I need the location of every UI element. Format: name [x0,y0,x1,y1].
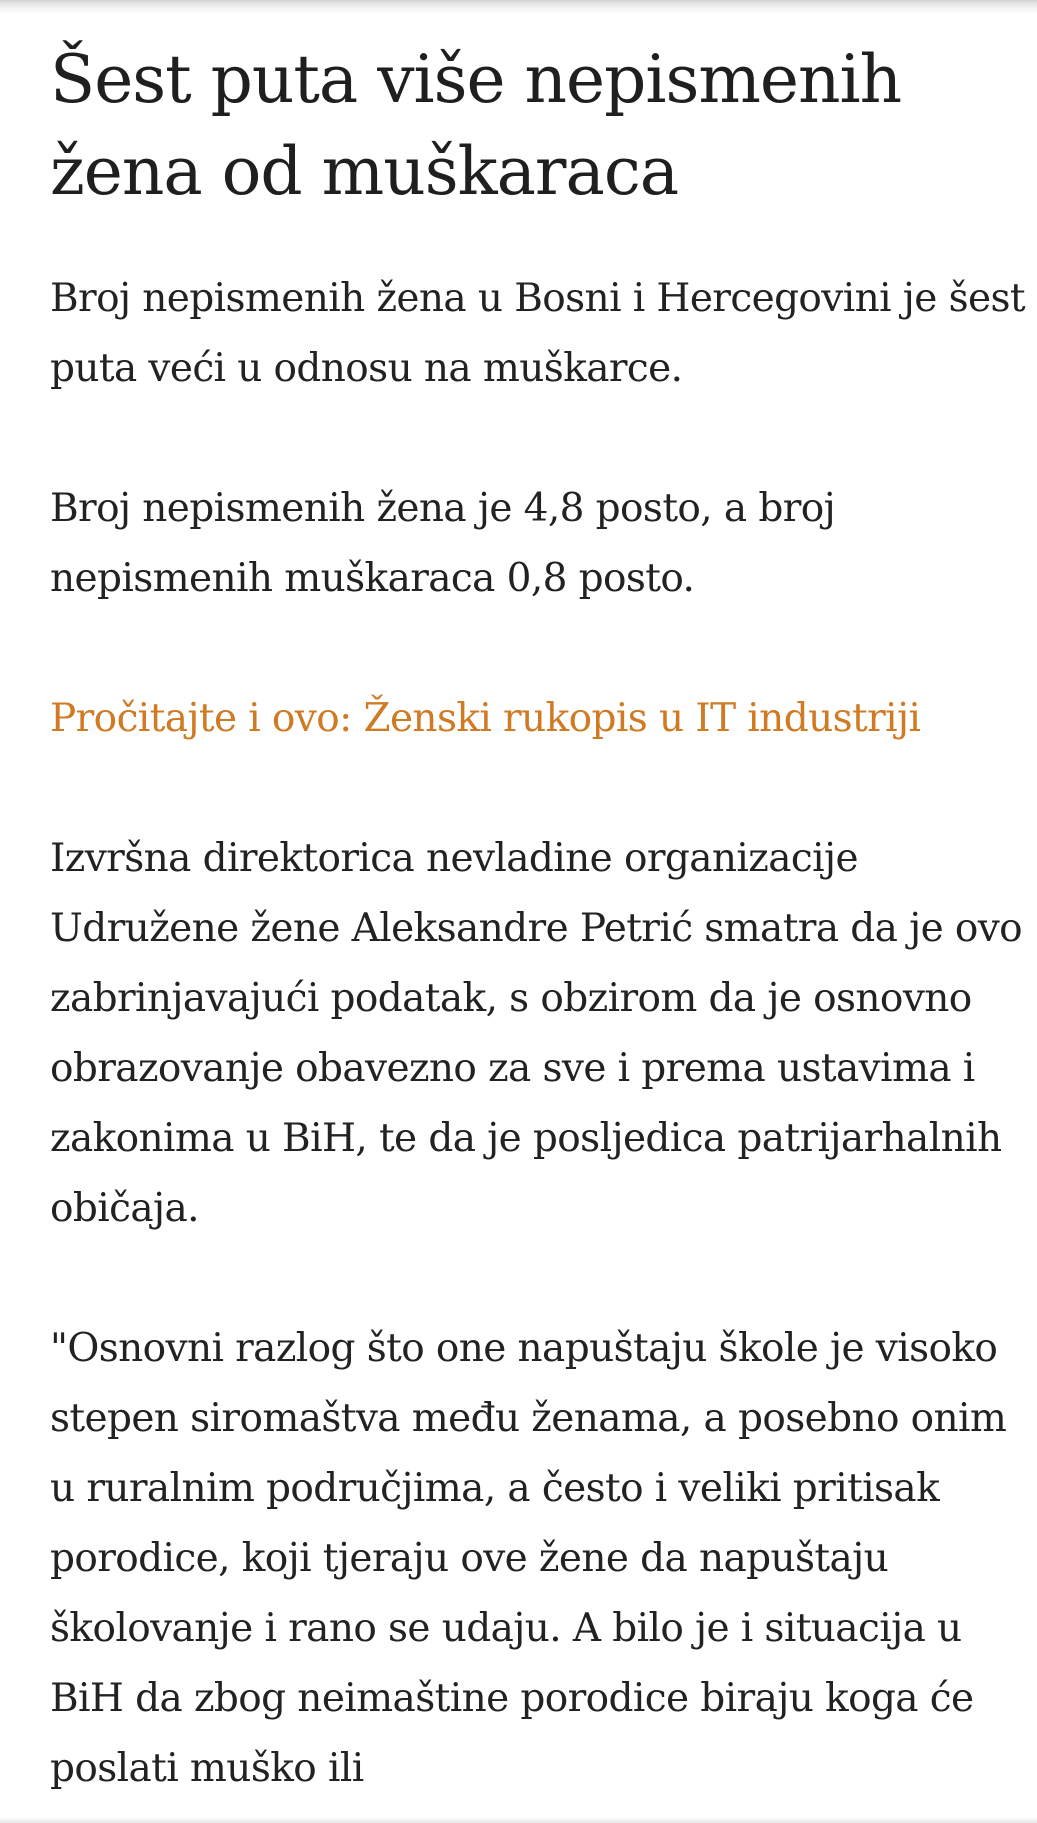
read-more-link[interactable]: Pročitajte i ovo: Ženski rukopis u IT industriji [50,696,921,741]
article-title: Šest puta više nepismenih žena od muškaraca [50,41,902,210]
bottom-edge [0,1817,1037,1823]
article-paragraph: Broj nepismenih žena je 4,8 posto, a broj nepismenih muškaraca 0,8 posto. [50,486,836,601]
article-body [50,22,1030,1804]
article-paragraph: Izvršna direktorica nevladine organizacije Udružene žene Aleksandre Petrić smatra da je ovo zabrinjavajući podatak, s obzirom da je osnovno obrazovanje obavezno za sve i prema ustavima i zakonima u BiH, te da je posljedica patrijarhalnih običaja. [50,836,1023,1231]
article-paragraph: Broj nepismenih žena u Bosni i Hercegovini je šest puta veći u odnosu na muškarce. [50,276,1025,391]
article-paragraph: "Osnovni razlog što one napuštaju škole je visoko stepen siromaštva među ženama, a posebno onim u ruralnim područjima, a često i veliki pritisak porodice, koji tjeraju ove žene da napuštaju školovanje i rano se udaju. A bilo je i situacija u BiH da zbog neimaštine porodice biraju koga će poslati muško ili [50,1326,1007,1791]
top-bar-shadow [0,0,1037,14]
